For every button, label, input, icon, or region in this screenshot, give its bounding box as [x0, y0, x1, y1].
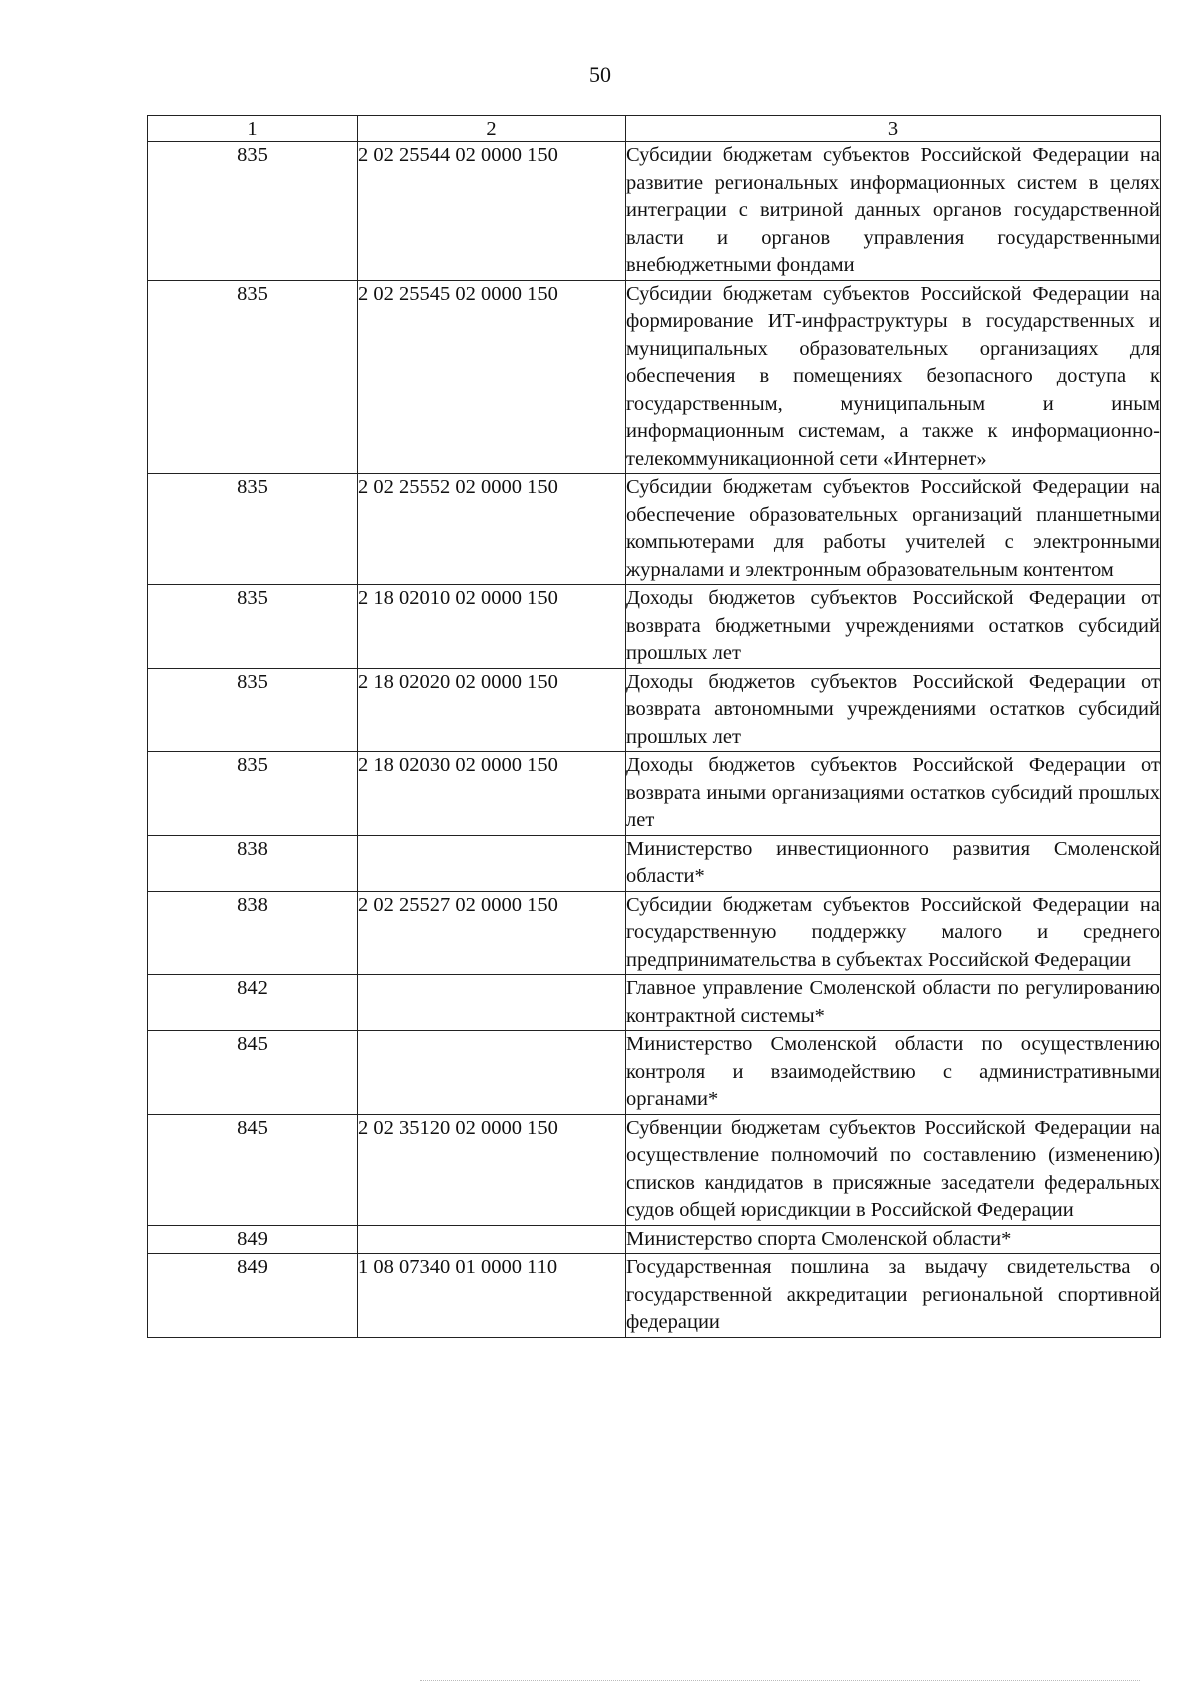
revenue-code-cell: 1 08 07340 01 0000 110 — [358, 1254, 626, 1338]
admin-code-cell: 835 — [148, 280, 358, 474]
admin-code-cell: 849 — [148, 1225, 358, 1254]
column-header-2: 2 — [358, 116, 626, 142]
budget-codes-table — [147, 115, 1161, 1338]
table-row — [148, 835, 1161, 891]
admin-code-cell: 845 — [148, 1114, 358, 1225]
revenue-name-cell: Субсидии бюджетам субъектов Российской Федерации на обеспечение образовательных организаций планшетными компьютерами для работы учителей с электронными журналами и электронным образовательным контентом — [626, 474, 1161, 585]
table-row — [148, 1254, 1161, 1338]
table-row — [148, 1031, 1161, 1115]
column-header-3: 3 — [626, 116, 1161, 142]
revenue-name-cell: Субвенции бюджетам субъектов Российской Федерации на осуществление полномочий по составлению (изменению) списков кандидатов в присяжные заседатели федеральных судов общей юрисдикции в Российской Федерации — [626, 1114, 1161, 1225]
table-row — [148, 975, 1161, 1031]
admin-code-cell: 845 — [148, 1031, 358, 1115]
revenue-code-cell: 2 18 02030 02 0000 150 — [358, 752, 626, 836]
revenue-code-cell: 2 18 02020 02 0000 150 — [358, 668, 626, 752]
revenue-code-cell: 2 02 25552 02 0000 150 — [358, 474, 626, 585]
revenue-code-cell: 2 02 25545 02 0000 150 — [358, 280, 626, 474]
revenue-code-cell — [358, 975, 626, 1031]
revenue-code-cell — [358, 1225, 626, 1254]
revenue-name-cell: Государственная пошлина за выдачу свидетельства о государственной аккредитации региональной спортивной федерации — [626, 1254, 1161, 1338]
admin-code-cell: 835 — [148, 668, 358, 752]
revenue-name-cell: Доходы бюджетов субъектов Российской Федерации от возврата иными организациями остатков субсидий прошлых лет — [626, 752, 1161, 836]
revenue-name-cell: Субсидии бюджетам субъектов Российской Федерации на развитие региональных информационных систем в целях интеграции с витриной данных органов государственной власти и органов управления государственными внебюджетными фондами — [626, 142, 1161, 281]
scan-footer-marks — [420, 1680, 1140, 1685]
admin-code-cell: 835 — [148, 752, 358, 836]
revenue-name-cell: Главное управление Смоленской области по регулированию контрактной системы* — [626, 975, 1161, 1031]
revenue-name-cell: Министерство Смоленской области по осуществлению контроля и взаимодействию с административными органами* — [626, 1031, 1161, 1115]
revenue-name-cell: Министерство инвестиционного развития Смоленской области* — [626, 835, 1161, 891]
column-header-1: 1 — [148, 116, 358, 142]
admin-code-cell: 849 — [148, 1254, 358, 1338]
revenue-name-cell: Доходы бюджетов субъектов Российской Федерации от возврата бюджетными учреждениями остатков субсидий прошлых лет — [626, 585, 1161, 669]
revenue-code-cell: 2 02 25527 02 0000 150 — [358, 891, 626, 975]
revenue-code-cell — [358, 835, 626, 891]
revenue-name-cell: Доходы бюджетов субъектов Российской Федерации от возврата автономными учреждениями остатков субсидий прошлых лет — [626, 668, 1161, 752]
revenue-code-cell: 2 02 35120 02 0000 150 — [358, 1114, 626, 1225]
page-number: 50 — [589, 62, 611, 87]
revenue-code-cell: 2 18 02010 02 0000 150 — [358, 585, 626, 669]
table-row — [148, 280, 1161, 474]
table-row — [148, 1114, 1161, 1225]
admin-code-cell: 835 — [148, 142, 358, 281]
revenue-code-cell — [358, 1031, 626, 1115]
revenue-name-cell: Субсидии бюджетам субъектов Российской Федерации на формирование ИТ-инфраструктуры в государственных и муниципальных образовательных организациях для обеспечения в помещениях безопасного доступа к государственным, муниципальным и иным информационным системам, а также к информационно-телекоммуникационной сети «Интернет» — [626, 280, 1161, 474]
revenue-name-cell: Министерство спорта Смоленской области* — [626, 1225, 1161, 1254]
table-row — [148, 142, 1161, 281]
admin-code-cell: 838 — [148, 891, 358, 975]
revenue-name-cell: Субсидии бюджетам субъектов Российской Федерации на государственную поддержку малого и среднего предпринимательства в субъектах Российской Федерации — [626, 891, 1161, 975]
admin-code-cell: 838 — [148, 835, 358, 891]
admin-code-cell: 842 — [148, 975, 358, 1031]
table-row — [148, 752, 1161, 836]
table-header-row — [148, 116, 1161, 142]
table-row — [148, 474, 1161, 585]
admin-code-cell: 835 — [148, 585, 358, 669]
admin-code-cell: 835 — [148, 474, 358, 585]
table-row — [148, 891, 1161, 975]
table-row — [148, 668, 1161, 752]
table-row — [148, 585, 1161, 669]
revenue-code-cell: 2 02 25544 02 0000 150 — [358, 142, 626, 281]
table-row — [148, 1225, 1161, 1254]
